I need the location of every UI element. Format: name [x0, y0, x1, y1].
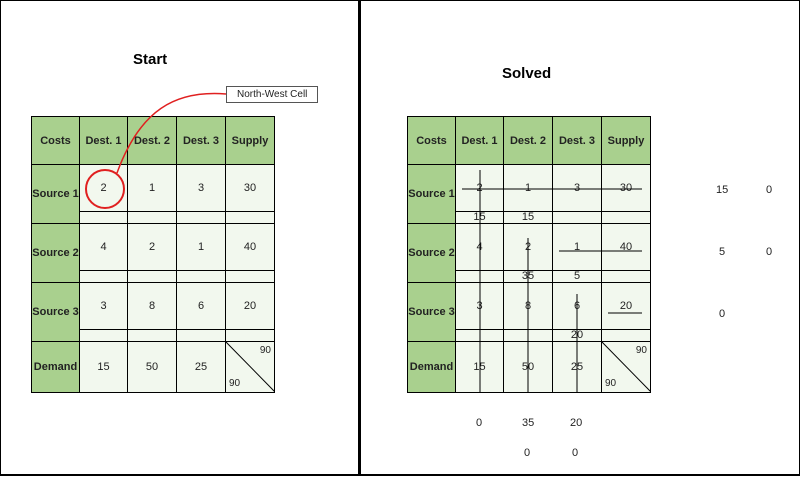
- cost-cell: 8: [504, 283, 553, 330]
- total-bottom: 90: [605, 378, 617, 389]
- start-title: Start: [133, 51, 168, 68]
- alloc-cell: [226, 330, 275, 342]
- cost-cell: 2: [456, 165, 504, 212]
- solved-title: Solved: [502, 65, 552, 82]
- alloc-cell: 35: [504, 271, 553, 283]
- total-cell: [226, 342, 275, 393]
- demand-cell: 25: [553, 342, 602, 393]
- alloc-cell: [602, 330, 651, 342]
- remaining-demand-1-d2: 35: [522, 417, 535, 429]
- alloc-cell: 15: [456, 212, 504, 224]
- alloc-cell: 15: [504, 212, 553, 224]
- alloc-cell: 20: [553, 330, 602, 342]
- cost-cell: 1: [177, 224, 226, 271]
- demand-cell: 15: [456, 342, 504, 393]
- header-supply: Supply: [602, 117, 651, 165]
- row-label-source-3: Source 3: [408, 283, 456, 342]
- demand-cell: 15: [80, 342, 128, 393]
- row-label-source-1: Source 1: [32, 165, 80, 224]
- row-label-source-2: Source 2: [408, 224, 456, 283]
- solved-table: [407, 116, 651, 393]
- header-dest-1: Dest. 1: [456, 117, 504, 165]
- alloc-cell: [177, 271, 226, 283]
- remaining-supply-r1-a: 15: [716, 184, 729, 196]
- header-costs: Costs: [408, 117, 456, 165]
- header-dest-3: Dest. 3: [177, 117, 226, 165]
- supply-cell: 30: [602, 165, 651, 212]
- cost-cell: 3: [80, 283, 128, 330]
- cost-cell: 1: [553, 224, 602, 271]
- alloc-cell: [602, 271, 651, 283]
- alloc-cell: [456, 330, 504, 342]
- remaining-demand-1-d1: 0: [476, 417, 483, 429]
- cost-cell: 2: [128, 224, 177, 271]
- remaining-demand-1-d3: 20: [570, 417, 583, 429]
- alloc-cell: [456, 271, 504, 283]
- alloc-cell: [602, 212, 651, 224]
- supply-cell: 20: [226, 283, 275, 330]
- remaining-demand-2-d3: 0: [572, 447, 579, 459]
- alloc-cell: [128, 212, 177, 224]
- remaining-supply-r2-a: 5: [719, 246, 726, 258]
- demand-cell: 25: [177, 342, 226, 393]
- cost-cell: 1: [504, 165, 553, 212]
- alloc-cell: [177, 330, 226, 342]
- cost-cell: 4: [80, 224, 128, 271]
- remaining-supply-r1-b: 0: [766, 184, 773, 196]
- header-dest-2: Dest. 2: [128, 117, 177, 165]
- header-dest-1: Dest. 1: [80, 117, 128, 165]
- supply-cell: 30: [226, 165, 275, 212]
- total-cell: [602, 342, 651, 393]
- alloc-cell: [226, 212, 275, 224]
- row-label-demand: Demand: [408, 342, 456, 393]
- cost-cell: 4: [456, 224, 504, 271]
- demand-cell: 50: [504, 342, 553, 393]
- alloc-cell: [504, 330, 553, 342]
- supply-cell: 20: [602, 283, 651, 330]
- cost-cell: 3: [553, 165, 602, 212]
- supply-cell: 40: [602, 224, 651, 271]
- alloc-cell: [553, 212, 602, 224]
- cost-cell: 3: [456, 283, 504, 330]
- alloc-cell: [80, 271, 128, 283]
- remaining-demand-2-d2: 0: [524, 447, 531, 459]
- alloc-cell: 5: [553, 271, 602, 283]
- total-bottom: 90: [229, 378, 241, 389]
- cost-cell: 6: [177, 283, 226, 330]
- row-label-source-3: Source 3: [32, 283, 80, 342]
- cost-cell: 6: [553, 283, 602, 330]
- total-top: 90: [259, 345, 271, 356]
- start-table: [31, 116, 275, 393]
- remaining-supply-r3-a: 0: [719, 308, 726, 320]
- total-top: 90: [635, 345, 647, 356]
- row-label-source-1: Source 1: [408, 165, 456, 224]
- header-dest-2: Dest. 2: [504, 117, 553, 165]
- cost-cell: 2: [80, 165, 128, 212]
- header-dest-3: Dest. 3: [553, 117, 602, 165]
- row-label-source-2: Source 2: [32, 224, 80, 283]
- cost-cell: 3: [177, 165, 226, 212]
- alloc-cell: [80, 212, 128, 224]
- alloc-cell: [226, 271, 275, 283]
- alloc-cell: [128, 330, 177, 342]
- supply-cell: 40: [226, 224, 275, 271]
- header-costs: Costs: [32, 117, 80, 165]
- alloc-cell: [80, 330, 128, 342]
- alloc-cell: [177, 212, 226, 224]
- remaining-supply-r2-b: 0: [766, 246, 773, 258]
- cost-cell: 1: [128, 165, 177, 212]
- header-supply: Supply: [226, 117, 275, 165]
- cost-cell: 2: [504, 224, 553, 271]
- row-label-demand: Demand: [32, 342, 80, 393]
- cost-cell: 8: [128, 283, 177, 330]
- demand-cell: 50: [128, 342, 177, 393]
- alloc-cell: [128, 271, 177, 283]
- north-west-callout: North-West Cell: [226, 86, 318, 103]
